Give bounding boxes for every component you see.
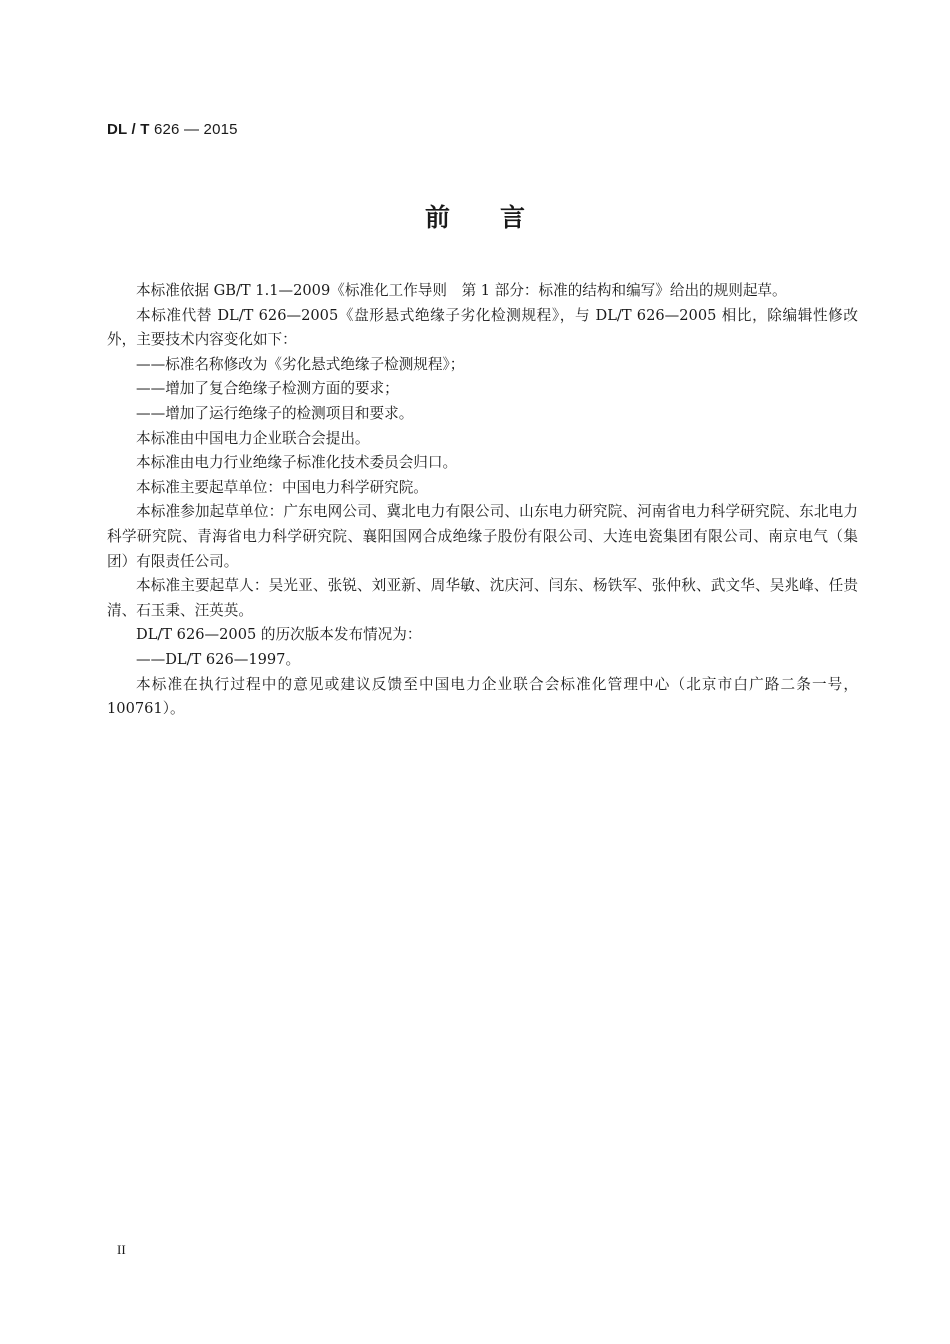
list-item-change-3: ——增加了运行绝缘子的检测项目和要求。	[136, 404, 414, 422]
paragraph-drafting-rules: 本标准依据 GB/T 1.1—2009《标准化工作导则 第 1 部分：标准的结构和编写》给出的规则起草。	[136, 282, 787, 299]
page-title: 前言	[424, 203, 575, 232]
list-item-previous-version: ——DL/T 626—1997。	[136, 650, 301, 668]
list-item-change-1: ——标准名称修改为《劣化悬式绝缘子检测规程》；	[136, 355, 465, 373]
page-number: II	[117, 1242, 126, 1257]
paragraph-committee: 本标准由电力行业绝缘子标准化技术委员会归口。	[136, 454, 458, 472]
paragraph-main-drafter-unit: 本标准主要起草单位：中国电力科学研究院。	[136, 478, 428, 496]
paragraph-feedback: 本标准在执行过程中的意见或建议反馈至中国电力企业联合会标准化管理中心（北京市白广路二条一号，100761）。	[107, 675, 858, 718]
standard-code-prefix: DL / T	[107, 121, 150, 138]
paragraph-replacement: 本标准代替 DL/T 626—2005《盘形悬式绝缘子劣化检测规程》，与 DL/T 626—2005 相比，除编辑性修改外，主要技术内容变化如下：	[107, 306, 858, 349]
preface-body	[107, 279, 858, 722]
paragraph-participating-units: 本标准参加起草单位：广东电网公司、冀北电力有限公司、山东电力研究院、河南省电力科学研究院、东北电力科学研究院、青海省电力科学研究院、襄阳国网合成绝缘子股份有限公司、大连电瓷集团有限公司、南京电气（集团）有限责任公司。	[107, 503, 858, 570]
paragraph-version-history: DL/T 626—2005 的历次版本发布情况为：	[136, 626, 422, 644]
standard-code-number: 626 — 2015	[149, 121, 238, 138]
paragraph-proposer: 本标准由中国电力企业联合会提出。	[136, 429, 370, 447]
list-item-change-2: ——增加了复合绝缘子检测方面的要求；	[136, 380, 399, 398]
paragraph-drafters: 本标准主要起草人：吴光亚、张锐、刘亚新、周华敏、沈庆河、闫东、杨铁军、张仲秋、武文华、吴兆峰、任贵清、石玉秉、汪英英。	[107, 577, 858, 619]
standard-code-header	[107, 121, 238, 138]
